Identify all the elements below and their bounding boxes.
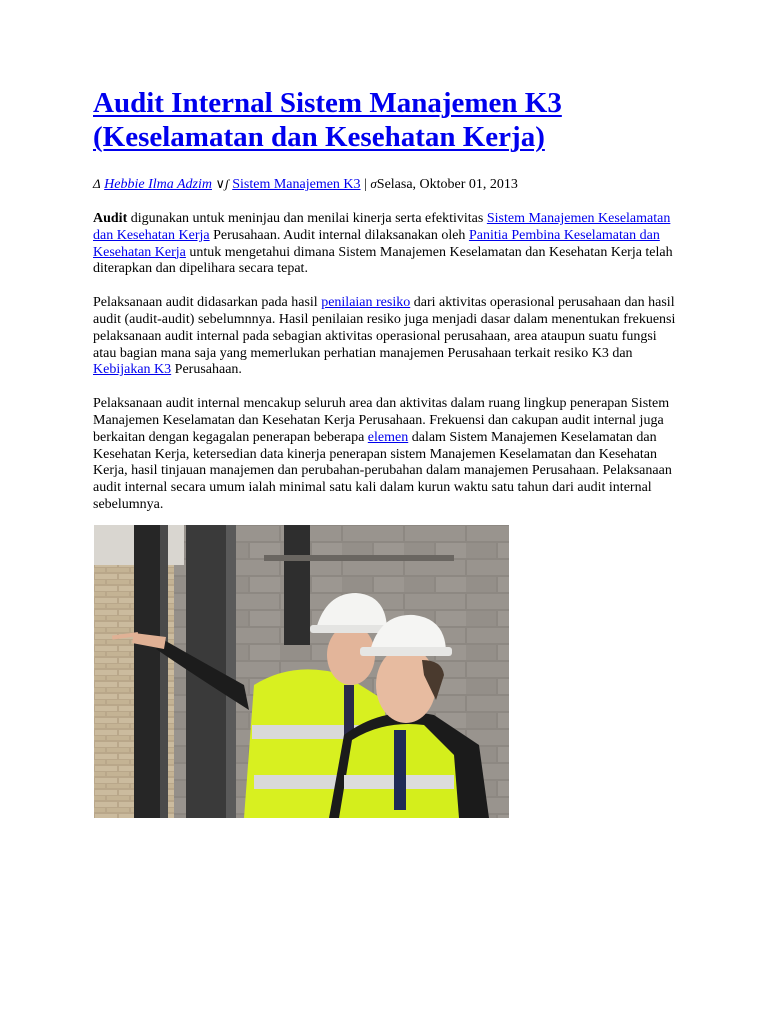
author-icon: Δ <box>93 176 101 191</box>
p3-text-1: Pelaksanaan audit internal mencakup seluruh area dan aktivitas dalam ruang lingkup penerapan Sistem Manajemen Keselamatan dan Kesehatan Kerja Perusahaan. Frekuensi dan cakupan audit internal juga berkaitan dengan kegagalan penerapan beberapa <box>93 396 670 445</box>
link-elemen[interactable]: elemen <box>367 429 409 445</box>
paragraph-3 <box>93 396 683 514</box>
p2-text-1: Pelaksanaan audit didasarkan pada hasil <box>93 295 322 311</box>
post-meta <box>93 175 683 194</box>
article-title-link[interactable] <box>93 86 683 154</box>
post-date: Selasa, Oktober 01, 2013 <box>376 177 518 192</box>
p2-text-3: Perusahaan. <box>171 362 242 378</box>
bold-lead: Audit <box>93 211 128 226</box>
article <box>93 86 683 514</box>
date-icon: σ <box>370 176 377 191</box>
paragraph-1 <box>93 211 683 278</box>
meta-separator: | <box>364 177 367 192</box>
title-line-1: Audit Internal Sistem Manajemen K3 <box>93 87 562 119</box>
link-sistem-manajemen-k3[interactable]: Sistem Manajemen Keselamatan dan Kesehatan Kerja <box>93 211 671 243</box>
article-photo <box>94 525 509 818</box>
paragraph-2 <box>93 295 683 379</box>
p2-text-2: dari aktivitas operasional perusahaan dan hasil audit (audit-audit) sebelumnnya. Hasil penilaian resiko juga menjadi dasar dalam menentukan frekuensi pelaksanaan audit internal pada sebagian aktivitas operasional perusahaan, area ataupun suatu fungsi atau bagian mana saja yang memerlukan perhatian manajemen Perusahaan terkait resiko K3 dan <box>93 295 676 361</box>
author-link[interactable]: Hebbie Ilma Adzim <box>104 177 212 192</box>
title-line-2: (Keselamatan dan Kesehatan Kerja) <box>93 121 545 153</box>
category-icon: ∨ʃ <box>215 176 229 191</box>
link-kebijakan-k3[interactable]: Kebijakan K3 <box>93 362 172 378</box>
category-link[interactable]: Sistem Manajemen K3 <box>232 177 361 192</box>
p1-text-1: digunakan untuk meninjau dan menilai kinerja serta efektivitas <box>127 211 487 226</box>
p1-text-2: Perusahaan. Audit internal dilaksanakan oleh <box>209 227 469 243</box>
link-panitia-pembina[interactable]: Panitia Pembina Keselamatan dan Kesehatan Kerja <box>93 227 660 260</box>
safety-inspectors-illustration <box>94 525 509 818</box>
link-penilaian-resiko[interactable]: penilaian resiko <box>321 295 411 311</box>
p3-text-2: dalam Sistem Manajemen Keselamatan dan Kesehatan Kerja, ketersedian data kinerja penerapan sistem Manajemen Keselamatan dan Kesehatan Kerja, hasil tinjauan manajemen dan perubahan-perubahan dalam manajemen Perusahaan. Pelaksanaan audit internal secara umum ialah minimal satu kali dalam kurun waktu satu tahun dari audit internal sebelumnya. <box>93 429 672 512</box>
p1-text-3: untuk mengetahui dimana Sistem Manajemen Keselamatan dan Kesehatan Kerja telah diterapkan dan dipelihara secara tepat. <box>93 244 673 277</box>
